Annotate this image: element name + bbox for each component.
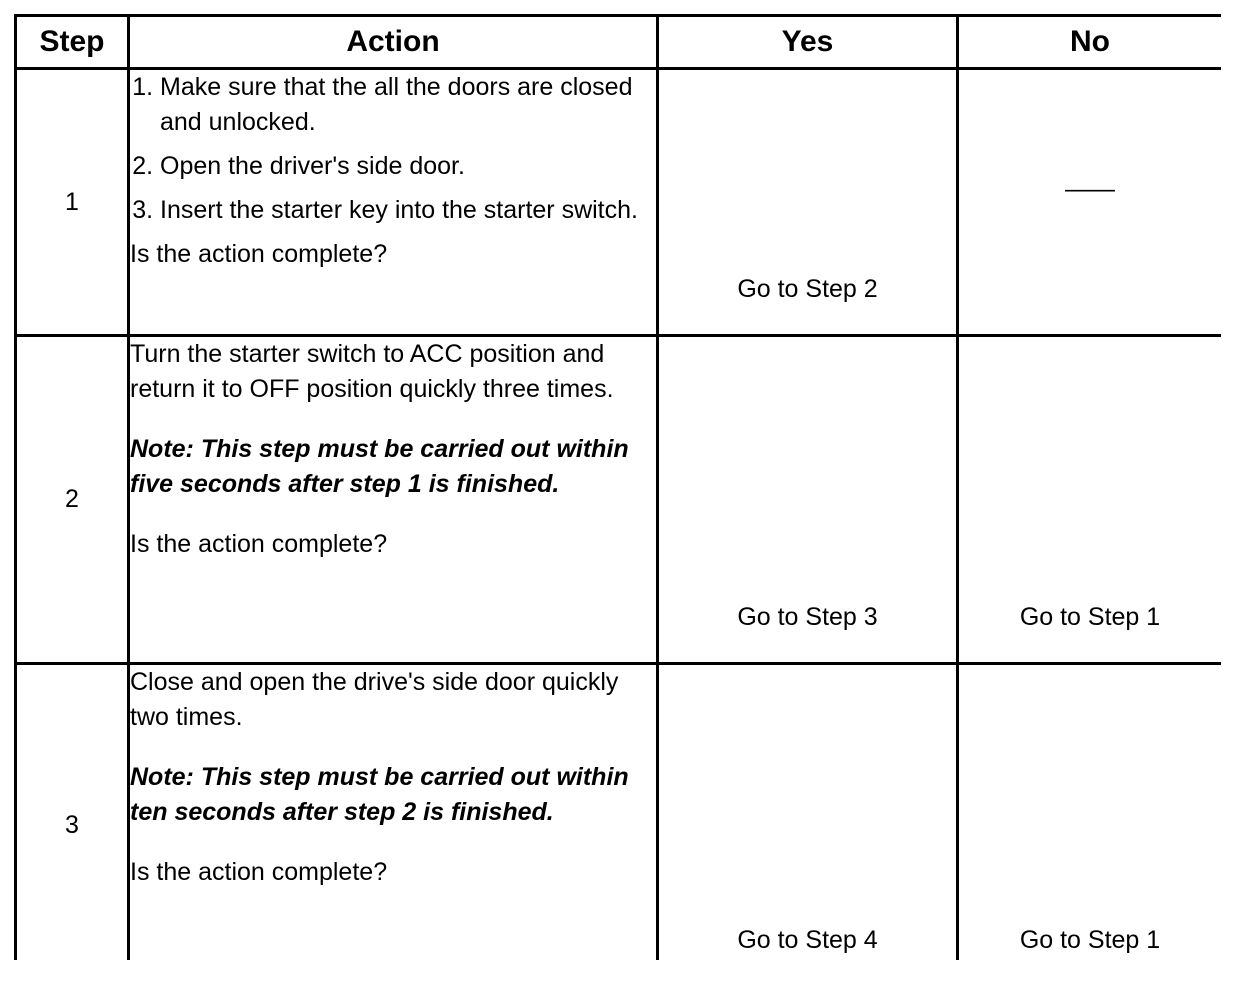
action-step-list	[130, 70, 656, 228]
header-yes: Yes	[658, 16, 958, 69]
no-cell	[958, 336, 1222, 664]
action-step-item: 1. Make sure that the all the doors are closed and unlocked.	[160, 70, 656, 140]
no-cell	[958, 664, 1222, 961]
action-step-item: 2. Open the driver's side door.	[160, 149, 656, 184]
header-action: Action	[129, 16, 658, 69]
action-text: Turn the starter switch to ACC position and return it to OFF position quickly three times.	[130, 340, 614, 403]
no-cell	[958, 69, 1222, 336]
action-text: Close and open the drive's side door quickly two times.	[130, 668, 619, 731]
step-number: 1	[16, 69, 129, 336]
header-no: No	[958, 16, 1222, 69]
action-note: Note: This step must be carried out within five seconds after step 1 is finished.	[130, 435, 629, 498]
yes-result: Go to Step 2	[737, 275, 878, 303]
table-row	[16, 664, 1222, 961]
header-step: Step	[16, 16, 129, 69]
no-result-dash: ——	[1065, 175, 1115, 203]
yes-cell	[658, 664, 958, 961]
yes-result: Go to Step 4	[737, 926, 878, 954]
step-number: 2	[16, 336, 129, 664]
procedure-table	[14, 14, 1221, 960]
yes-result: Go to Step 3	[737, 603, 878, 631]
action-cell	[129, 664, 658, 961]
step-number: 3	[16, 664, 129, 961]
action-question: Is the action complete?	[130, 240, 388, 268]
no-result: Go to Step 1	[1019, 926, 1161, 954]
action-step-item: 3. Insert the starter key into the starter switch.	[160, 193, 656, 228]
table-row	[16, 336, 1222, 664]
yes-cell	[658, 336, 958, 664]
table-header-row	[16, 16, 1222, 69]
action-cell	[129, 336, 658, 664]
yes-cell	[658, 69, 958, 336]
procedure-table-container	[14, 14, 1221, 960]
action-question: Is the action complete?	[130, 858, 388, 886]
table-row	[16, 69, 1222, 336]
action-question: Is the action complete?	[130, 530, 388, 558]
no-result: Go to Step 1	[1019, 603, 1161, 631]
action-note: Note: This step must be carried out within ten seconds after step 2 is finished.	[130, 763, 629, 826]
action-cell	[129, 69, 658, 336]
